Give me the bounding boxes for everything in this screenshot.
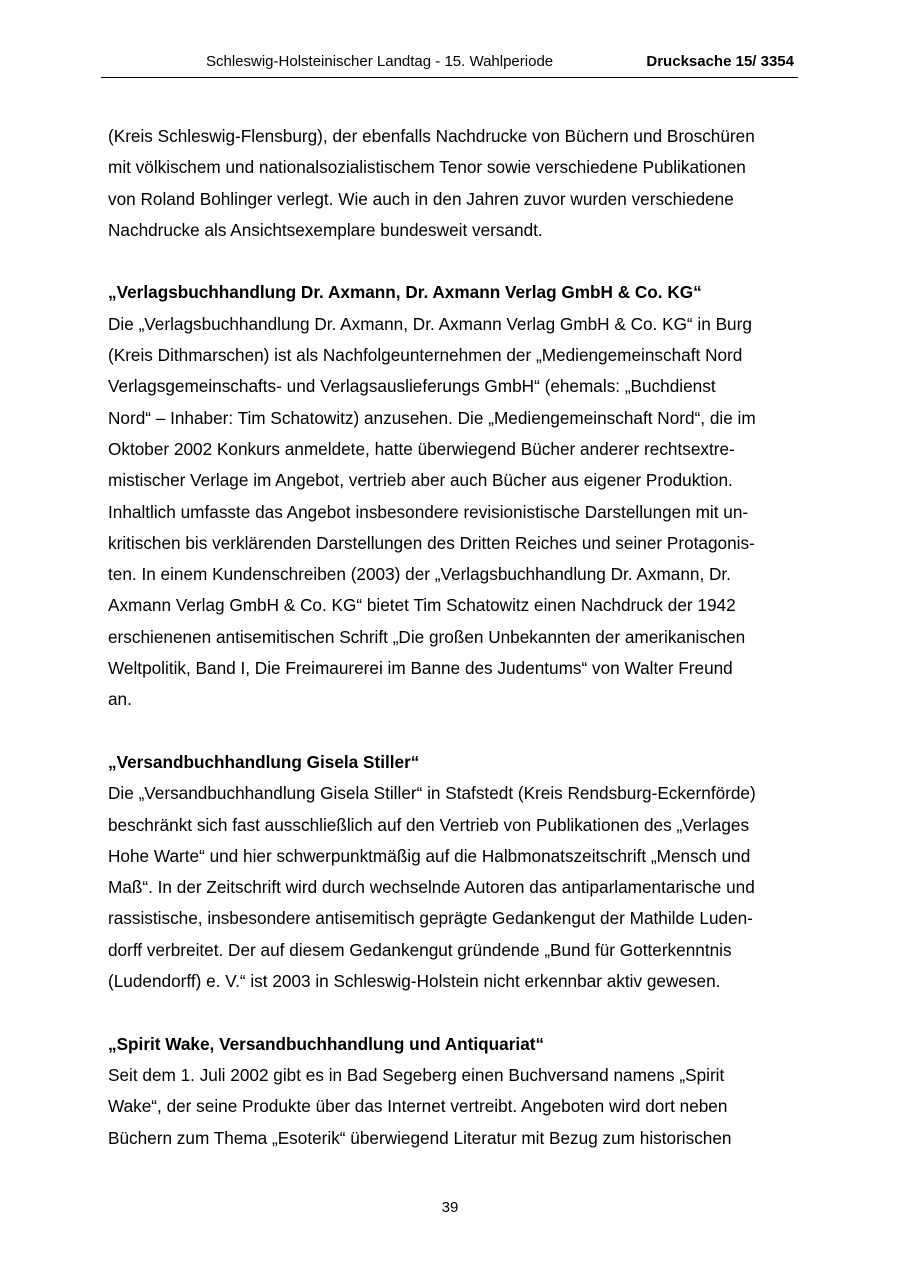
text-line: Oktober 2002 Konkurs anmeldete, hatte überwiegend Bücher anderer rechtsextre- (108, 438, 735, 459)
section-stiller (108, 747, 798, 997)
text-line: Seit dem 1. Juli 2002 gibt es in Bad Segeberg einen Buchversand namens „Spirit (108, 1064, 725, 1085)
text-line: von Roland Bohlinger verlegt. Wie auch in den Jahren zuvor wurden verschiedene (108, 188, 734, 209)
paragraph-gap (108, 997, 798, 1028)
section-heading: „Spirit Wake, Versandbuchhandlung und Antiquariat“ (108, 1033, 545, 1054)
page-number: 39 (441, 1199, 459, 1216)
text-line: Die „Versandbuchhandlung Gisela Stiller“ in Stafstedt (Kreis Rendsburg-Eckernförde) (108, 783, 756, 804)
text-line: mit völkischem und nationalsozialistischem Tenor sowie verschiedene Publikationen (108, 157, 746, 178)
document-body (108, 121, 798, 1154)
text-line: (Kreis Schleswig-Flensburg), der ebenfalls Nachdrucke von Büchern und Broschüren (108, 126, 755, 146)
text-line: Verlagsgemeinschafts- und Verlagsauslieferungs GmbH“ (ehemals: „Buchdienst (108, 376, 716, 397)
intro-paragraph (108, 121, 798, 246)
text-line: Hohe Warte“ und hier schwerpunktmäßig auf die Halbmonatszeitschrift „Mensch und (108, 845, 751, 866)
text-line: ten. In einem Kundenschreiben (2003) der „Verlagsbuchhandlung Dr. Axmann, Dr. (108, 564, 731, 585)
header-title: Schleswig-Holsteinischer Landtag - 15. Wahlperiode (206, 53, 554, 70)
text-line: Nachdrucke als Ansichtsexemplare bundesweit versandt. (108, 219, 543, 240)
text-line: Wake“, der seine Produkte über das Internet vertreibt. Angeboten wird dort neben (108, 1096, 728, 1117)
text-line: erschienenen antisemitischen Schrift „Die großen Unbekannten der amerikanischen (108, 626, 746, 647)
text-line: an. (108, 689, 132, 710)
text-line: dorff verbreitet. Der auf diesem Gedankengut gründende „Bund für Gotterkenntnis (108, 939, 732, 960)
text-line: Weltpolitik, Band I, Die Freimaurerei im Banne des Judentums“ von Walter Freund (108, 658, 733, 679)
section-axmann (108, 277, 798, 715)
text-line: rassistische, insbesondere antisemitisch geprägte Gedankengut der Mathilde Luden- (108, 908, 753, 929)
document-number: Drucksache 15/ 3354 (646, 53, 794, 70)
paragraph-gap (108, 246, 798, 277)
text-line: Die „Verlagsbuchhandlung Dr. Axmann, Dr. Axmann Verlag GmbH & Co. KG“ in Burg (108, 313, 752, 334)
text-line: (Kreis Dithmarschen) ist als Nachfolgeunternehmen der „Mediengemeinschaft Nord (108, 345, 743, 366)
text-line: (Ludendorff) e. V.“ ist 2003 in Schleswig-Holstein nicht erkennbar aktiv gewesen. (108, 971, 721, 992)
text-line: Büchern zum Thema „Esoterik“ überwiegend Literatur mit Bezug zum historischen (108, 1127, 732, 1148)
text-line: Nord“ – Inhaber: Tim Schatowitz) anzusehen. Die „Mediengemeinschaft Nord“, die im (108, 407, 756, 428)
text-line: beschränkt sich fast ausschließlich auf den Vertrieb von Publikationen des „Verlages (108, 814, 750, 835)
text-line: kritischen bis verklärenden Darstellungen des Dritten Reiches und seiner Protagonis- (108, 532, 755, 553)
text-line: Maß“. In der Zeitschrift wird durch wechselnde Autoren das antiparlamentarische und (108, 877, 755, 898)
paragraph-gap (108, 716, 798, 747)
section-spirit-wake (108, 1029, 798, 1154)
section-heading: „Verlagsbuchhandlung Dr. Axmann, Dr. Axmann Verlag GmbH & Co. KG“ (108, 282, 702, 303)
text-line: Axmann Verlag GmbH & Co. KG“ bietet Tim Schatowitz einen Nachdruck der 1942 (108, 595, 736, 616)
text-line: Inhaltlich umfasste das Angebot insbesondere revisionistische Darstellungen mit un- (108, 501, 749, 522)
section-heading: „Versandbuchhandlung Gisela Stiller“ (108, 751, 420, 772)
page-header (101, 49, 798, 78)
text-line: mistischer Verlage im Angebot, vertrieb aber auch Bücher aus eigener Produktion. (108, 470, 733, 491)
